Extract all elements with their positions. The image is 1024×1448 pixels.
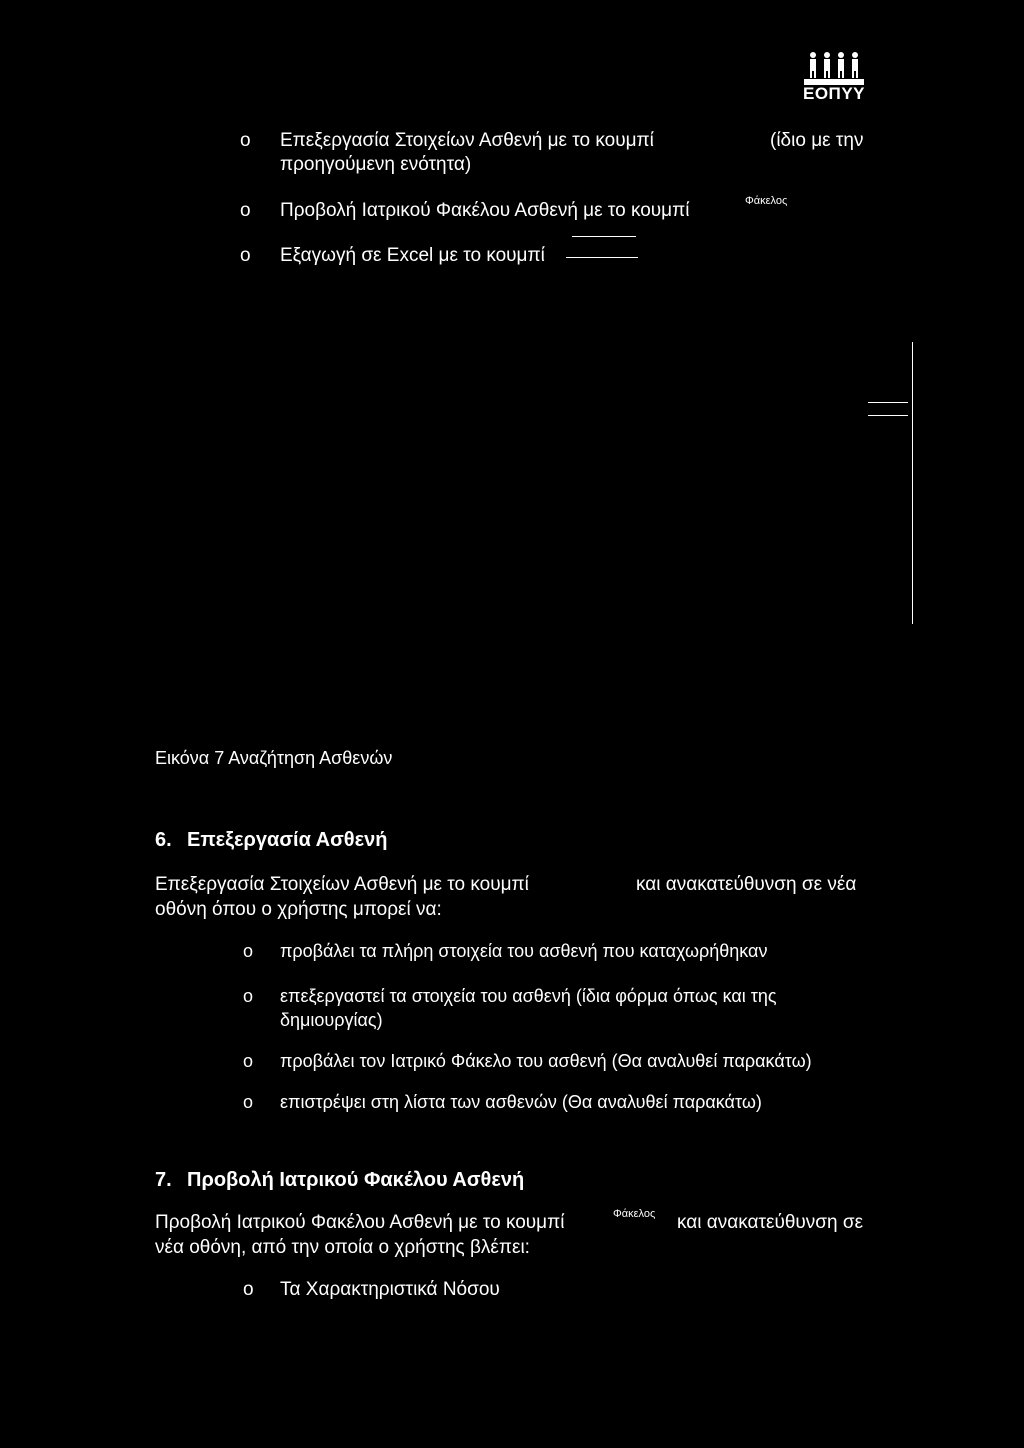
section-6-bullet: επεξεργαστεί τα στοιχεία του ασθενή (ίδια φόρμα όπως και της [280, 986, 777, 1006]
figure-line [868, 415, 908, 416]
bullet-marker: o [240, 130, 251, 151]
bullet-view-folder: Προβολή Ιατρικού Φακέλου Ασθενή με το κουμπί [280, 200, 690, 221]
eopyy-logo [802, 52, 866, 104]
bullet-edit-patient-cont: προηγούμενη ενότητα) [280, 154, 472, 175]
bullet-marker: o [243, 1051, 254, 1071]
bullet-marker: o [243, 1279, 254, 1300]
bullet-marker: o [243, 986, 254, 1006]
figure-caption: Εικόνα 7 Αναζήτηση Ασθενών [155, 748, 393, 768]
section-6-bullet: προβάλει τον Ιατρικό Φάκελο του ασθενή (Θα αναλυθεί παρακάτω) [280, 1051, 812, 1071]
section-7-intro: Προβολή Ιατρικού Φακέλου Ασθενή με το κουμπί [155, 1212, 565, 1233]
folder-button[interactable]: Φάκελος [745, 195, 788, 207]
section-7-number: 7. [155, 1169, 172, 1191]
people-icon [809, 52, 859, 78]
section-6-bullet: προβάλει τα πλήρη στοιχεία του ασθενή που καταχωρήθηκαν [280, 941, 768, 961]
section-6-bullet: επιστρέψει στη λίστα των ασθενών (Θα αναλυθεί παρακάτω) [280, 1092, 762, 1112]
section-7-intro-tail: και ανακατεύθυνση σε [677, 1212, 864, 1233]
section-7-bullet: Τα Χαρακτηριστικά Νόσου [280, 1279, 500, 1300]
excel-button[interactable] [566, 257, 638, 258]
bullet-edit-patient: Επεξεργασία Στοιχείων Ασθενή με το κουμπί [280, 130, 654, 151]
section-6-bullet-cont: δημιουργίας) [280, 1010, 383, 1030]
section-6-number: 6. [155, 829, 172, 851]
bullet-marker: o [243, 941, 254, 961]
bullet-marker: o [240, 245, 251, 266]
bullet-marker: o [243, 1092, 254, 1112]
bullet-export-excel: Εξαγωγή σε Excel με το κουμπί [280, 245, 545, 266]
section-7-intro-line2: νέα οθόνη, από την οποία ο χρήστης βλέπει: [155, 1237, 530, 1258]
section-6-intro-tail: και ανακατεύθυνση σε νέα [636, 874, 857, 895]
bullet-marker: o [240, 200, 251, 221]
folder-button[interactable]: Φάκελος [613, 1208, 656, 1220]
bullet-edit-patient-tail: (ίδιο με την [770, 130, 864, 151]
logo-text: ΕΟΠΥΥ [802, 84, 866, 103]
section-6-intro: Επεξεργασία Στοιχείων Ασθενή με το κουμπί [155, 874, 529, 895]
figure-line [868, 402, 908, 403]
section-6-intro-line2: οθόνη όπου ο χρήστης μπορεί να: [155, 899, 442, 920]
figure-border [912, 342, 913, 624]
section-6-title: Επεξεργασία Ασθενή [187, 829, 388, 851]
section-7-title: Προβολή Ιατρικού Φακέλου Ασθενή [187, 1169, 525, 1191]
excel-button-top-border [572, 236, 636, 237]
